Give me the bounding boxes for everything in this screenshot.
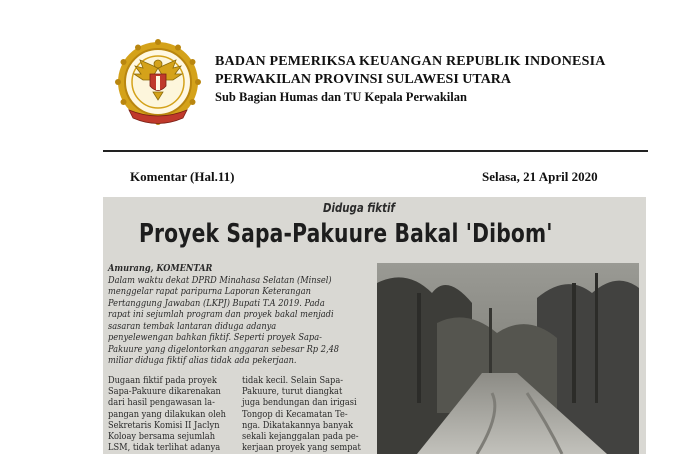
clipping-source: Komentar (Hal.11) [130, 169, 235, 184]
article-column-2 [242, 375, 372, 453]
body-text-line: Pakuure, turut diangkat [242, 386, 343, 398]
article-column-1 [108, 375, 236, 453]
body-text-line: tidak kecil. Selain Sapa- [242, 375, 344, 386]
article-kicker: Diduga fiktif [323, 201, 395, 215]
body-text-line: juga bendungan dan irigasi [242, 397, 357, 409]
body-text-line: Sapa-Pakuure dikarenakan [108, 386, 221, 398]
body-text-line: Tongop di Kecamatan Te- [242, 408, 348, 420]
garuda-emblem-icon [115, 38, 201, 130]
lead-text-line: rapat ini sejumlah program dan proyek bakal menjadi [108, 309, 334, 320]
lead-text-line: Amurang, KOMENTAR [108, 263, 213, 274]
organization-header [215, 54, 606, 105]
lead-text-line: Pertanggung Jawaban (LKPJ) Bupati T.A 2019. Pada [108, 297, 325, 309]
body-text-line: sekali kejanggalan pada pe- [242, 431, 359, 443]
body-text-line: LSM, tidak terlihat adanya [108, 442, 221, 454]
newspaper-clipping [103, 197, 646, 454]
lead-text-line: sasaran tembak lantaran diduga adanya [108, 320, 277, 332]
organization-unit: Sub Bagian Humas dan TU Kepala Perwakilan [215, 90, 467, 104]
body-text-line: nga. Dikatakannya banyak [242, 419, 354, 431]
body-text-line: Koloay bersama sejumlah [108, 431, 216, 443]
organization-office: PERWAKILAN PROVINSI SULAWESI UTARA [215, 72, 512, 87]
article-headline: Proyek Sapa-Pakuure Bakal 'Dibom' [139, 219, 553, 249]
lead-text-line: penyelewengan bahkan fiktif. Seperti proyek Sapa- [108, 332, 322, 343]
body-text-line: dari hasil pengawasan la- [108, 397, 215, 409]
article-photo [377, 263, 639, 454]
lead-text-line: Pakuure yang digelontorkan anggaran sebesar Rp 2,48 [108, 343, 340, 355]
clipping-date: Selasa, 21 April 2020 [482, 169, 598, 184]
body-text-line: kerjaan proyek yang sempat [242, 442, 361, 454]
body-text-line: pangan yang dilakukan oleh [108, 408, 226, 420]
body-text-line: Sekretaris Komisi II Jaclyn [108, 419, 220, 431]
road-forest-photo [377, 263, 639, 454]
lead-text-line: miliar diduga fiktif alias tidak ada pekerjaan. [108, 355, 297, 366]
bpk-logo [115, 38, 201, 130]
body-text-line: Dugaan fiktif pada proyek [108, 375, 217, 386]
lead-text-line: menggelar rapat paripurna Laporan Keterangan [108, 286, 311, 297]
header-divider [103, 150, 648, 152]
lead-text-line: Dalam waktu dekat DPRD Minahasa Selatan (Minsel) [108, 274, 332, 286]
organization-name: BADAN PEMERIKSA KEUANGAN REPUBLIK INDONESIA [215, 54, 606, 69]
article-lead [108, 263, 370, 367]
